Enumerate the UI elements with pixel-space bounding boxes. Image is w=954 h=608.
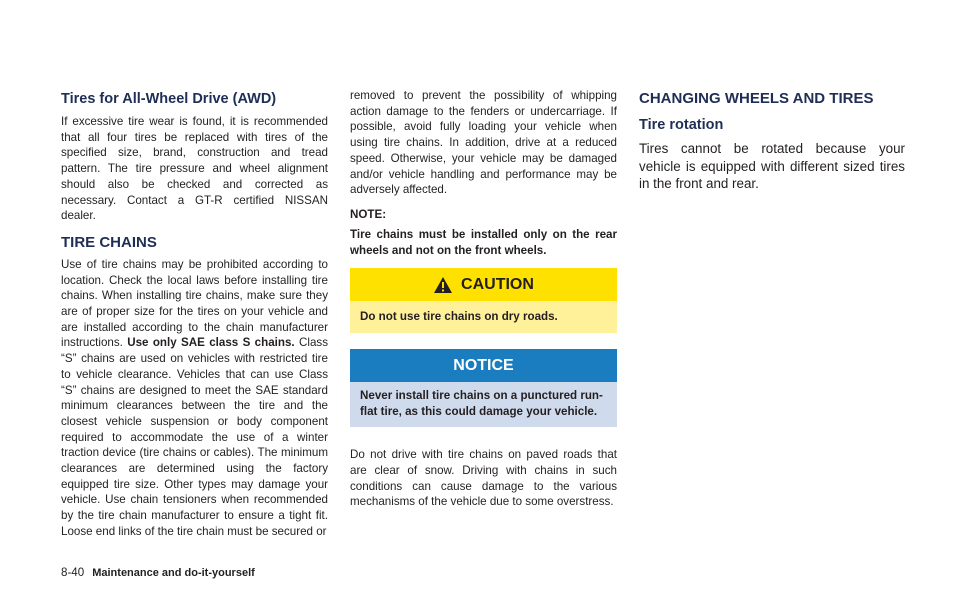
notice-header [350,349,617,382]
notice-box [350,349,617,427]
page-number: 8-40 [61,566,85,579]
paragraph-tire-rotation: Tires cannot be rotated because your vehicle is equipped with different sized tires in the front and rear. [639,141,905,191]
notice-title: NOTICE [453,356,514,374]
page-footer [61,566,255,579]
heading-tire-rotation: Tire rotation [639,117,724,133]
paragraph-awd: If excessive tire wear is found, it is recommended that all four tires be replaced with tires of the specified size, brand, construction and tread pattern. The tire pressure and wheel alignment should also be checked and corrected as necessary. Contact a GT-R certified NISSAN dealer. [61,115,328,223]
paragraph-paved-roads: Do not drive with tire chains on paved roads that are clear of snow. Driving with chains in such conditions can cause damage to the various mechanisms of the vehicle due to some overstress. [350,448,617,509]
paragraph-tire-chains-bold: Use only SAE class S chains. [127,336,295,350]
footer-section-title: Maintenance and do-it-yourself [92,567,255,579]
caution-header [350,268,617,301]
heading-awd: Tires for All-Wheel Drive (AWD) [61,91,277,107]
paragraph-tire-chains-part2: Class “S” chains are used on vehicles with restricted tire to vehicle clearance. Vehicles that can use Class “S” chains are designed to meet the SAE standard minimum clearances between the tire and the closest vehicle suspension or body component required to accommodate the use of a winter traction device (tire chains or cables). The minimum clearances are determined using the factory equipped tire size. Other types may damage your vehicle. Use chain tensioners when recommended by the tire chain manufacturer to ensure a tight fit. Loose end links of the tire chain must be secured or [61,336,328,538]
warning-triangle-icon [433,276,453,294]
caution-title: CAUTION [461,275,534,293]
caution-text: Do not use tire chains on dry roads. [350,301,617,333]
heading-tire-chains: TIRE CHAINS [61,233,157,251]
paragraph-chains-continued: removed to prevent the possibility of whipping action damage to the fenders or undercarriage. If possible, avoid fully loading your vehicle when using tire chains. In addition, drive at a reduced speed. Otherwise, your vehicle may be damaged and/or vehicle handling and performance may be adversely affected. [350,89,617,197]
column-left [61,88,328,540]
paragraph-tire-chains-part1: Use of tire chains may be prohibited according to location. Check the local laws before installing tire chains. When installing tire chains, make sure they are of proper size for the tires on your vehicle and are installed according to the chain manufacturer instructions. [61,257,328,350]
heading-changing-wheels: CHANGING WHEELS AND TIRES [639,90,874,107]
column-middle [350,88,617,510]
note-text: Tire chains must be installed only on the rear wheels and not on the front wheels. [350,227,617,257]
paragraph-tire-chains [61,257,328,540]
caution-box [350,268,617,333]
column-right [639,88,905,193]
note-label: NOTE: [350,207,387,221]
notice-text: Never install tire chains on a punctured run-flat tire, as this could damage your vehicle. [350,382,617,427]
